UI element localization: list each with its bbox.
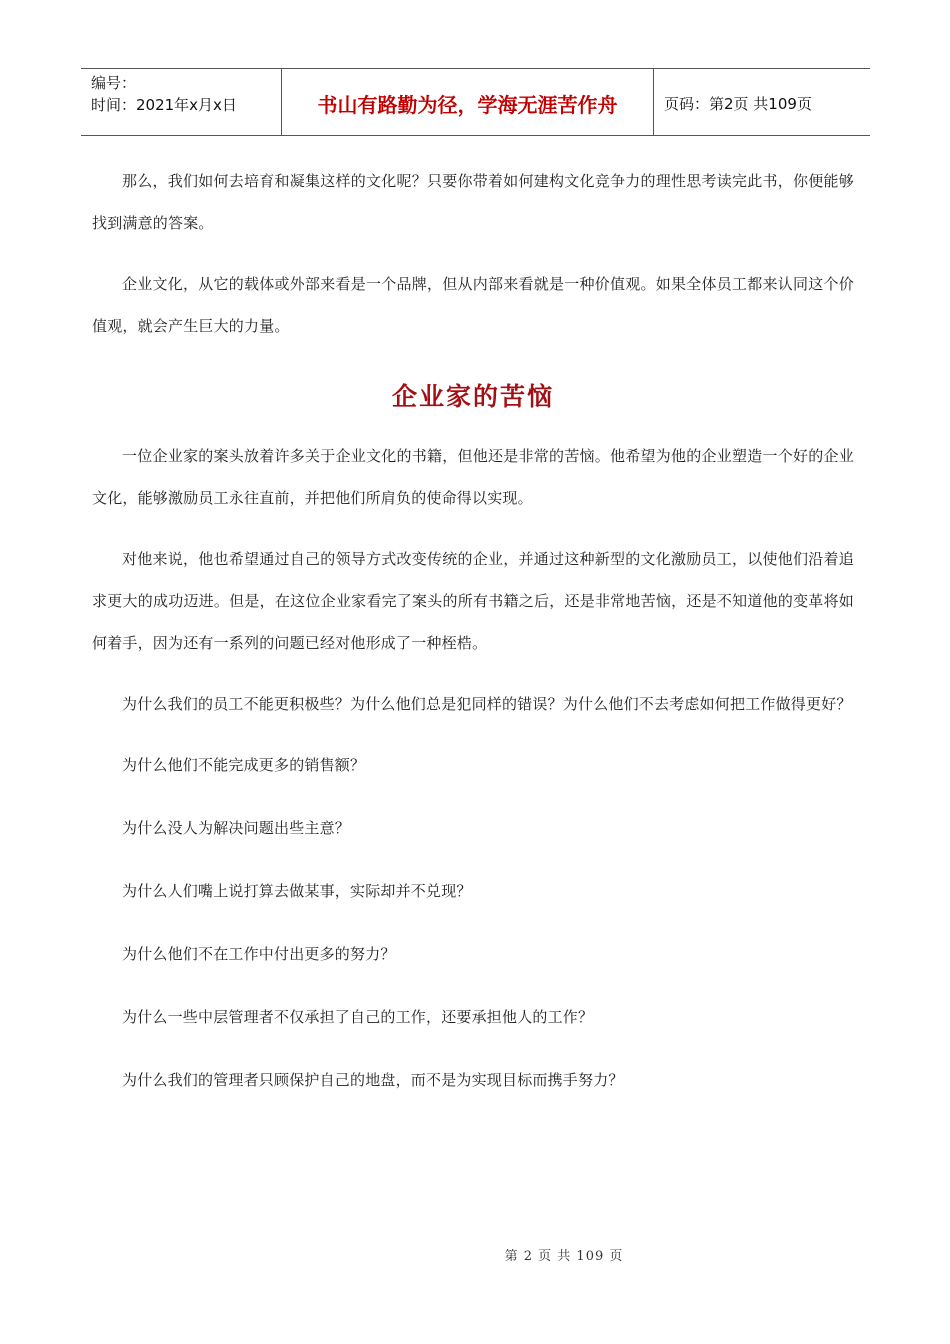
body-paragraph: 为什么我们的员工不能更积极些？为什么他们总是犯同样的错误？为什么他们不去考虑如何把工作做得更好？ xyxy=(122,695,852,713)
header-meta xyxy=(81,69,282,135)
question-line: 为什么他们不能完成更多的销售额？ xyxy=(122,756,366,774)
header-page-info: 页码：第2页 共109页 xyxy=(664,94,812,113)
page-header xyxy=(81,68,870,136)
question-line: 为什么一些中层管理者不仅承担了自己的工作，还要承担他人的工作？ xyxy=(122,1008,594,1026)
body-paragraph: 企业文化，从它的载体或外部来看是一个品牌，但从内部来看就是一种价值观。如果全体员工都来认同这个价值观，就会产生巨大的力量。 xyxy=(92,275,854,335)
document-date: 时间：2021年x月x日 xyxy=(91,96,237,114)
question-line: 为什么他们不在工作中付出更多的努力？ xyxy=(122,945,396,963)
document-number-label: 编号： xyxy=(91,74,137,92)
header-motto: 书山有路勤为径，学海无涯苦作舟 xyxy=(282,69,654,135)
body-paragraph: 一位企业家的案头放着许多关于企业文化的书籍，但他还是非常的苦恼。他希望为他的企业塑造一个好的企业文化，能够激励员工永往直前，并把他们所肩负的使命得以实现。 xyxy=(92,447,854,507)
body-paragraph: 那么，我们如何去培育和凝集这样的文化呢？只要你带着如何建构文化竞争力的理性思考读完此书，你便能够找到满意的答案。 xyxy=(92,172,854,232)
document-body xyxy=(92,160,854,1122)
question-line: 为什么人们嘴上说打算去做某事，实际却并不兑现？ xyxy=(122,882,472,900)
question-line: 为什么我们的管理者只顾保护自己的地盘，而不是为实现目标而携手努力？ xyxy=(122,1071,624,1089)
page-footer: 第 2 页 共 109 页 xyxy=(504,1249,624,1264)
body-paragraph: 对他来说，他也希望通过自己的领导方式改变传统的企业，并通过这种新型的文化激励员工，以使他们沿着追求更大的成功迈进。但是，在这位企业家看完了案头的所有书籍之后，还是非常地苦恼，还是不知道他的变革将如何着手，因为还有一系列的问题已经对他形成了一种桎梏。 xyxy=(92,550,854,652)
section-title: 企业家的苦恼 xyxy=(391,382,554,411)
question-line: 为什么没人为解决问题出些主意？ xyxy=(122,819,351,837)
